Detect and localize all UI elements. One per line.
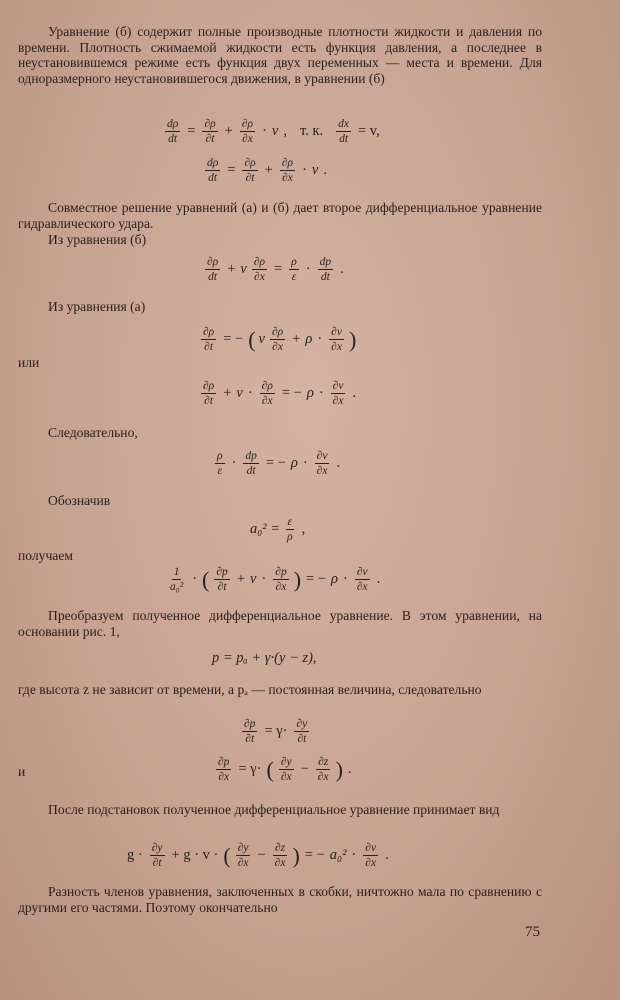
equation-11: $\frac{\partial p}{\partial x}$ = γ· ( $\frac{\partial y}{\partial x}$ − $\frac{\partial z}{\partial x}$ ) . xyxy=(218,756,352,783)
equation-1: $\frac{d\rho}{dt}$ = $\frac{\partial\rho}{\partial t}$ + $\frac{\partial\rho}{\partial x}$ · v , т. к. $\frac{dx}{dt}$ = v, xyxy=(167,118,380,145)
paragraph-10: где высота z не зависит от времени, а pₐ — постоянная величина, следовательно xyxy=(18,682,482,697)
equation-9: p = pₐ + γ·(y − z), xyxy=(212,650,317,666)
paragraph-12: После подстановок полученное дифференциальное уравнение принимает вид xyxy=(48,802,500,817)
paragraph-13: Разность членов уравнения, заключенных в скобки, ничтожно мала по сравнению с другими его частями. Поэтому окончательно xyxy=(18,884,542,915)
equation-7: a₀² = $\frac{\varepsilon}{\rho}$ , xyxy=(250,516,306,543)
equation-6: $\frac{\rho}{\varepsilon}$ · $\frac{dp}{dt}$ = − ρ · $\frac{\partial v}{\partial x}$ . xyxy=(217,450,341,477)
equation-10: $\frac{\partial p}{\partial t}$ = γ· $\frac{\partial y}{\partial t}$ xyxy=(244,718,308,745)
page-number: 75 xyxy=(525,924,540,940)
paragraph-6: Следовательно, xyxy=(48,425,138,440)
equation-12: g · $\frac{\partial y}{\partial t}$ + g · v · ( $\frac{\partial y}{\partial x}$ − $\frac{\partial z}{\partial x}$ ) = − a₀² · $\frac{\partial v}{\partial x}$ . xyxy=(127,842,389,869)
paragraph-3: Из уравнения (б) xyxy=(48,232,147,247)
paragraph-4: Из уравнения (а) xyxy=(48,299,146,314)
paragraph-7: Обозначив xyxy=(48,493,111,508)
paragraph-9: Преобразуем полученное дифференциальное уравнение. В этом уравнении, на основании рис. 1, xyxy=(18,608,542,639)
paragraph-5: или xyxy=(18,355,40,370)
equation-5: $\frac{\partial\rho}{\partial t}$ + v · $\frac{\partial\rho}{\partial x}$ = − ρ · $\frac{\partial v}{\partial x}$ . xyxy=(203,380,357,407)
equation-4: $\frac{\partial\rho}{\partial t}$ = − ( v $\frac{\partial\rho}{\partial x}$ + ρ · $\frac{\partial v}{\partial x}$ ) xyxy=(203,326,357,353)
equation-8: $\frac{1}{\text{a₀²}}$ · ( $\frac{\partial p}{\partial t}$ + v · $\frac{\partial p}{\partial x}$ ) = − ρ · $\frac{\partial v}{\partial x}$ . xyxy=(170,566,381,593)
paragraph-8: получаем xyxy=(18,548,73,563)
paragraph-11: и xyxy=(18,764,26,779)
paragraph-1: Уравнение (б) содержит полные производные плотности жидкости и давления по времени. Плотность сжимаемой жидкости есть функция давления, а последнее в неустановившемся режиме есть функция двух переменных — места и времени. Для одноразмерного неустановившегося движения, в уравнении (б) xyxy=(18,24,542,86)
equation-2: $\frac{d\rho}{dt}$ = $\frac{\partial\rho}{\partial t}$ + $\frac{\partial\rho}{\partial x}$ · v . xyxy=(207,157,327,184)
equation-3: $\frac{\partial\rho}{dt}$ + v $\frac{\partial\rho}{\partial x}$ = $\frac{\rho}{\varepsilon}$ · $\frac{dp}{dt}$ . xyxy=(207,256,344,283)
paragraph-2: Совместное решение уравнений (а) и (б) дает второе дифференциальное уравнение гидравлического удара. xyxy=(18,200,542,231)
